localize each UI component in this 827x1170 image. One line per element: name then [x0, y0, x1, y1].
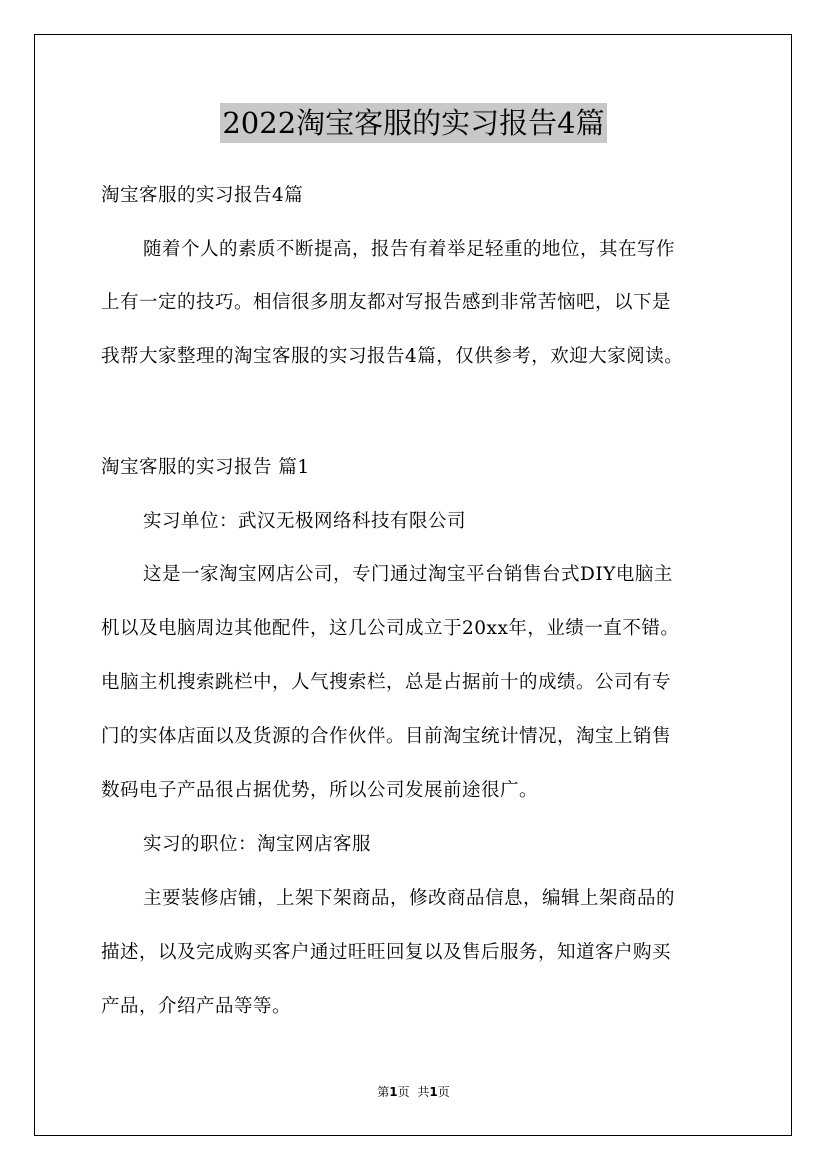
company-line-3: 电脑主机搜索跳栏中，人气搜索栏，总是占据前十的成绩。公司有专 — [101, 672, 672, 693]
internship-position-line: 实习的职位：淘宝网店客服 — [143, 834, 372, 855]
title-container — [0, 103, 827, 143]
footer-total-prefix: 共 — [417, 1085, 430, 1099]
duty-line-1: 主要装修店铺，上架下架商品，修改商品信息，编辑上架商品的 — [143, 888, 676, 909]
footer-page-unit: 页 — [397, 1085, 410, 1099]
company-line-5: 数码电子产品很占据优势，所以公司发展前途很广。 — [101, 780, 539, 801]
page-footer — [0, 1083, 827, 1100]
duty-line-2: 描述，以及完成购买客户通过旺旺回复以及售后服务，知道客户购买 — [101, 942, 672, 963]
footer-total-pages: 1 — [429, 1085, 438, 1099]
document-subtitle: 淘宝客服的实习报告4篇 — [101, 185, 304, 206]
duty-line-3: 产品，介绍产品等等。 — [101, 996, 292, 1017]
intro-line-1: 随着个人的素质不断提高，报告有着举足轻重的地位，其在写作 — [143, 239, 676, 260]
company-line-4: 门的实体店面以及货源的合作伙伴。目前淘宝统计情况，淘宝上销售 — [101, 726, 672, 747]
section-heading: 淘宝客服的实习报告 篇1 — [101, 457, 310, 478]
footer-total-unit: 页 — [437, 1085, 450, 1099]
company-line-2: 机以及电脑周边其他配件，这几公司成立于20xx年，业绩一直不错。 — [101, 618, 680, 639]
internship-unit-line: 实习单位：武汉无极网络科技有限公司 — [143, 511, 467, 532]
intro-line-2: 上有一定的技巧。相信很多朋友都对写报告感到非常苦恼吧，以下是 — [101, 292, 672, 313]
intro-line-3: 我帮大家整理的淘宝客服的实习报告4篇，仅供参考，欢迎大家阅读。 — [101, 346, 684, 367]
footer-prefix: 第 — [377, 1085, 390, 1099]
document-title: 2022淘宝客服的实习报告4篇 — [220, 103, 606, 143]
footer-page-number: 1 — [389, 1085, 398, 1099]
company-line-1: 这是一家淘宝网店公司，专门通过淘宝平台销售台式DIY电脑主 — [143, 564, 673, 585]
